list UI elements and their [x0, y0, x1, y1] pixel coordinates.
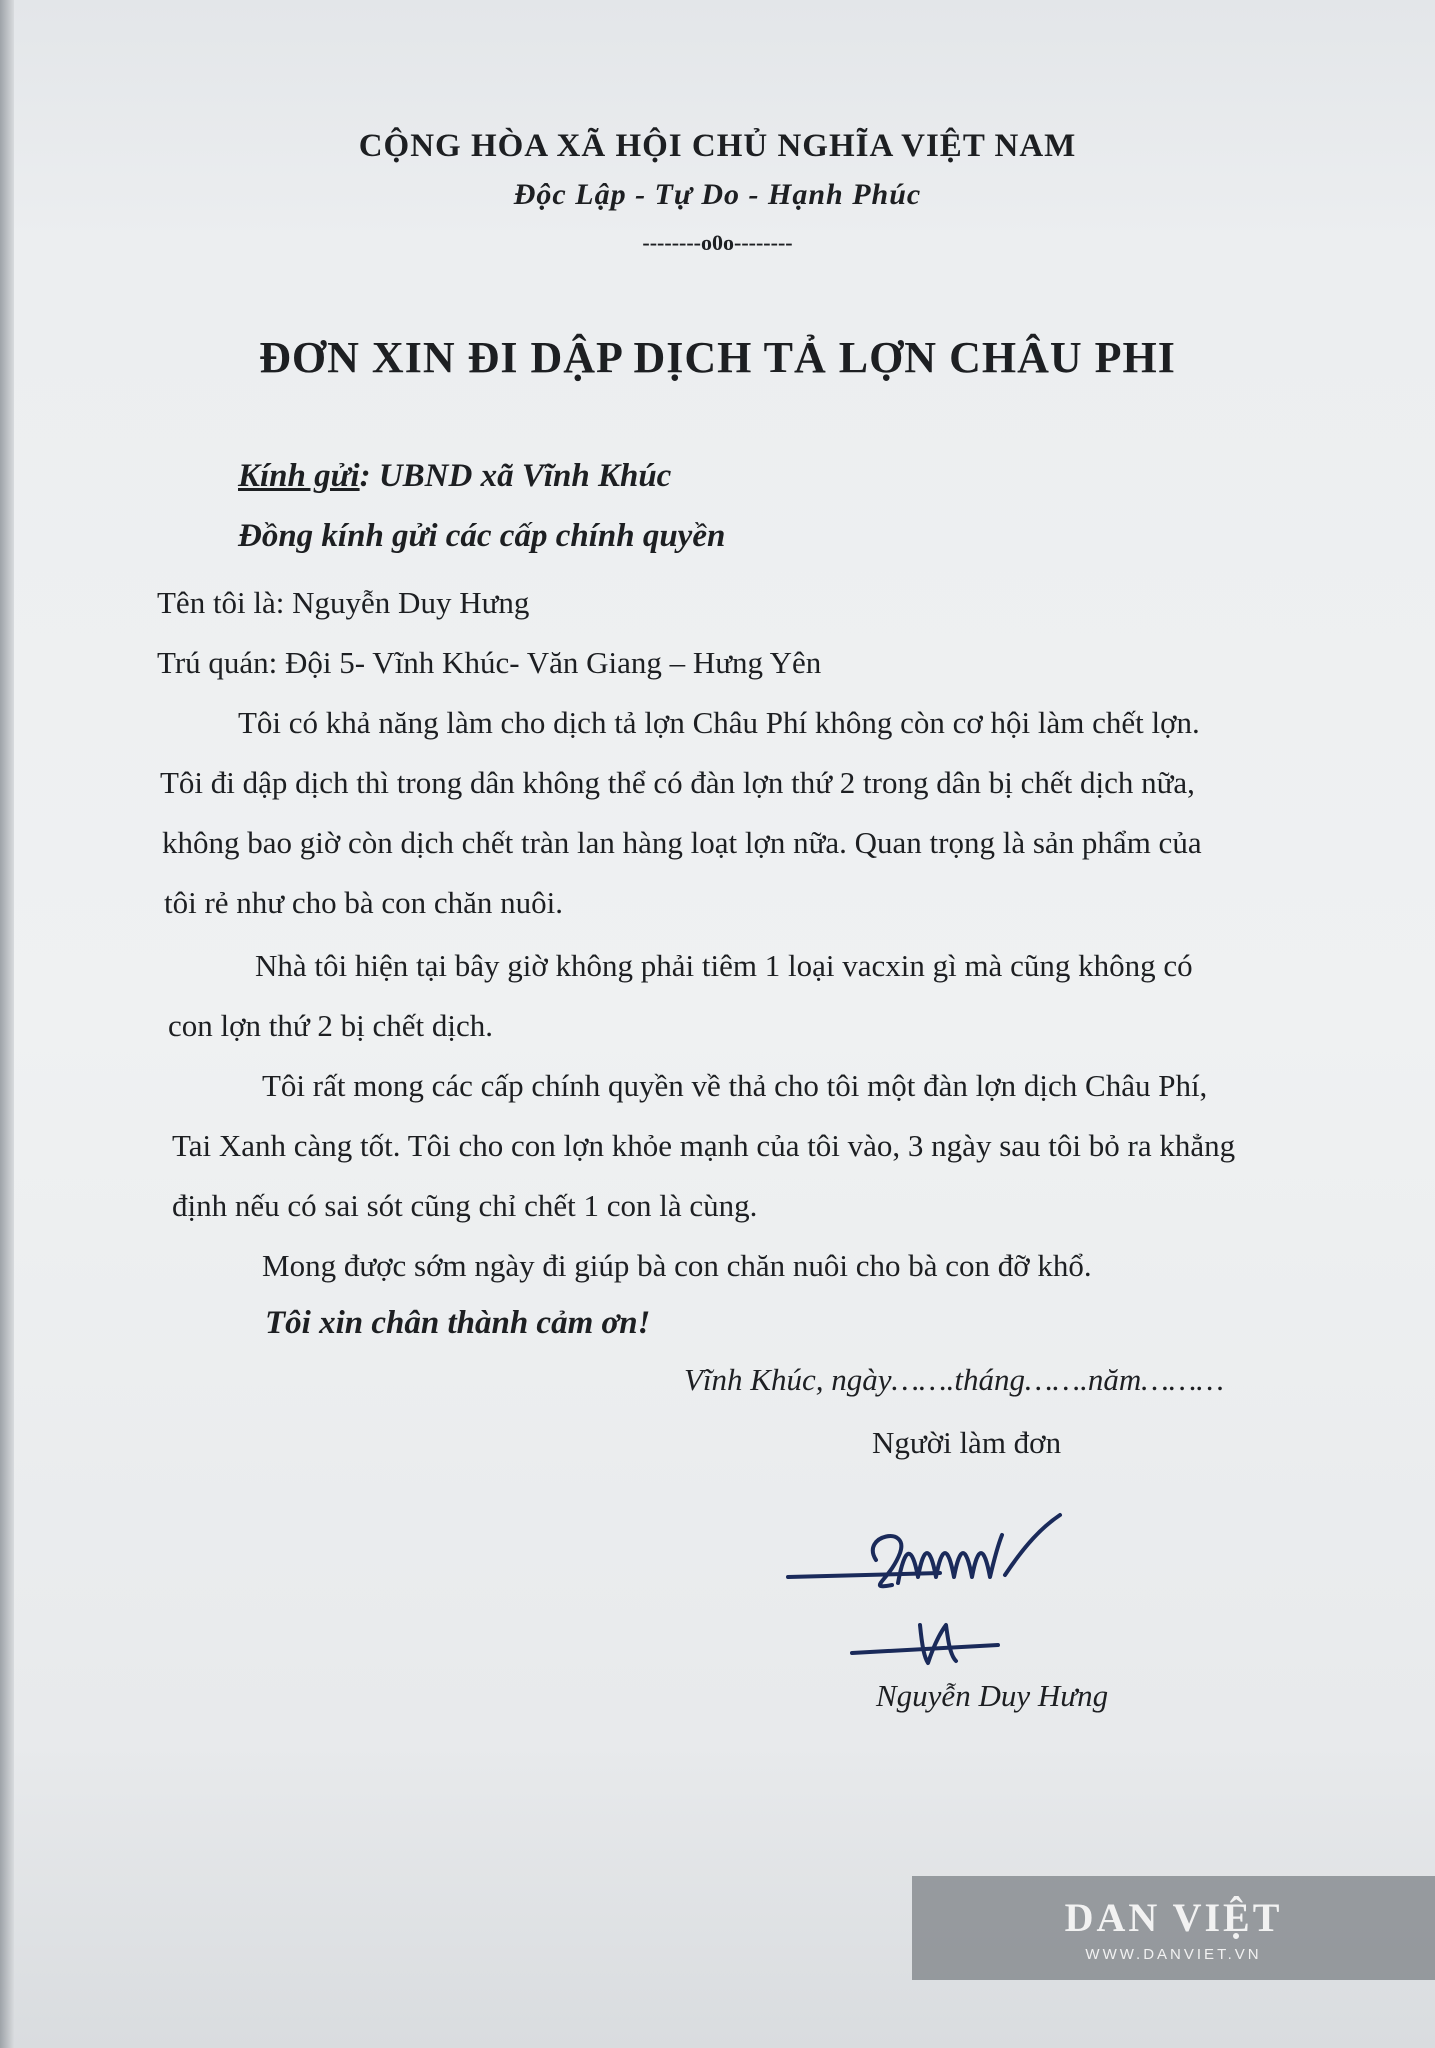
body-line: định nếu có sai sót cũng chỉ chết 1 con là cùng.: [172, 1188, 758, 1223]
danviet-watermark: [912, 1876, 1435, 1980]
body-line: Mong được sớm ngày đi giúp bà con chăn nuôi cho bà con đỡ khổ.: [262, 1248, 1092, 1283]
recipient-label: Kính gửi: [238, 458, 360, 494]
applicant-address: Trú quán: Đội 5- Vĩnh Khúc- Văn Giang – Hưng Yên: [157, 645, 822, 680]
watermark-brand: DAN VIỆT: [1064, 1895, 1283, 1940]
body-line: Nhà tôi hiện tại bây giờ không phải tiêm 1 loại vacxin gì mà cũng không có: [255, 948, 1193, 983]
body-line: Tai Xanh càng tốt. Tôi cho con lợn khỏe mạnh của tôi vào, 3 ngày sau tôi bỏ ra khẳng: [172, 1128, 1236, 1163]
body-line: tôi rẻ như cho bà con chăn nuôi.: [164, 885, 564, 920]
body-line: không bao giờ còn dịch chết tràn lan hàng loạt lợn nữa. Quan trọng là sản phẩm của: [162, 825, 1202, 860]
document-title: ĐƠN XIN ĐI DẬP DỊCH TẢ LỢN CHÂU PHI: [259, 333, 1176, 382]
date-line: Vĩnh Khúc, ngày…….tháng…….năm………: [684, 1362, 1224, 1397]
body-line: Tôi đi dập dịch thì trong dân không thể có đàn lợn thứ 2 trong dân bị chết dịch nữa,: [160, 765, 1195, 800]
applicant-name: Tên tôi là: Nguyễn Duy Hưng: [157, 585, 530, 620]
national-motto: Độc Lập - Tự Do - Hạnh Phúc: [513, 178, 922, 211]
body-line: Tôi rất mong các cấp chính quyền về thả cho tôi một đàn lợn dịch Châu Phí,: [262, 1068, 1208, 1103]
body-line: Tôi có khả năng làm cho dịch tả lợn Châu Phí không còn cơ hội làm chết lợn.: [238, 705, 1200, 740]
header-separator: --------o0o--------: [642, 230, 793, 255]
signer-role: Người làm đơn: [872, 1425, 1062, 1460]
cc-line: Đồng kính gửi các cấp chính quyền: [238, 518, 726, 554]
recipient-name: : UBND xã Vĩnh Khúc: [359, 458, 672, 494]
watermark-url: WWW.DANVIET.VN: [1085, 1946, 1262, 1963]
closing-line: Tôi xin chân thành cảm ơn!: [265, 1305, 651, 1341]
national-title: CỘNG HÒA XÃ HỘI CHỦ NGHĨA VIỆT NAM: [358, 128, 1077, 164]
body-line: con lợn thứ 2 bị chết dịch.: [168, 1008, 494, 1043]
signer-name: Nguyễn Duy Hưng: [876, 1678, 1109, 1713]
paper-edge: [0, 0, 14, 2048]
handwritten-signature: [780, 1505, 1120, 1675]
recipient-line: [238, 458, 671, 495]
